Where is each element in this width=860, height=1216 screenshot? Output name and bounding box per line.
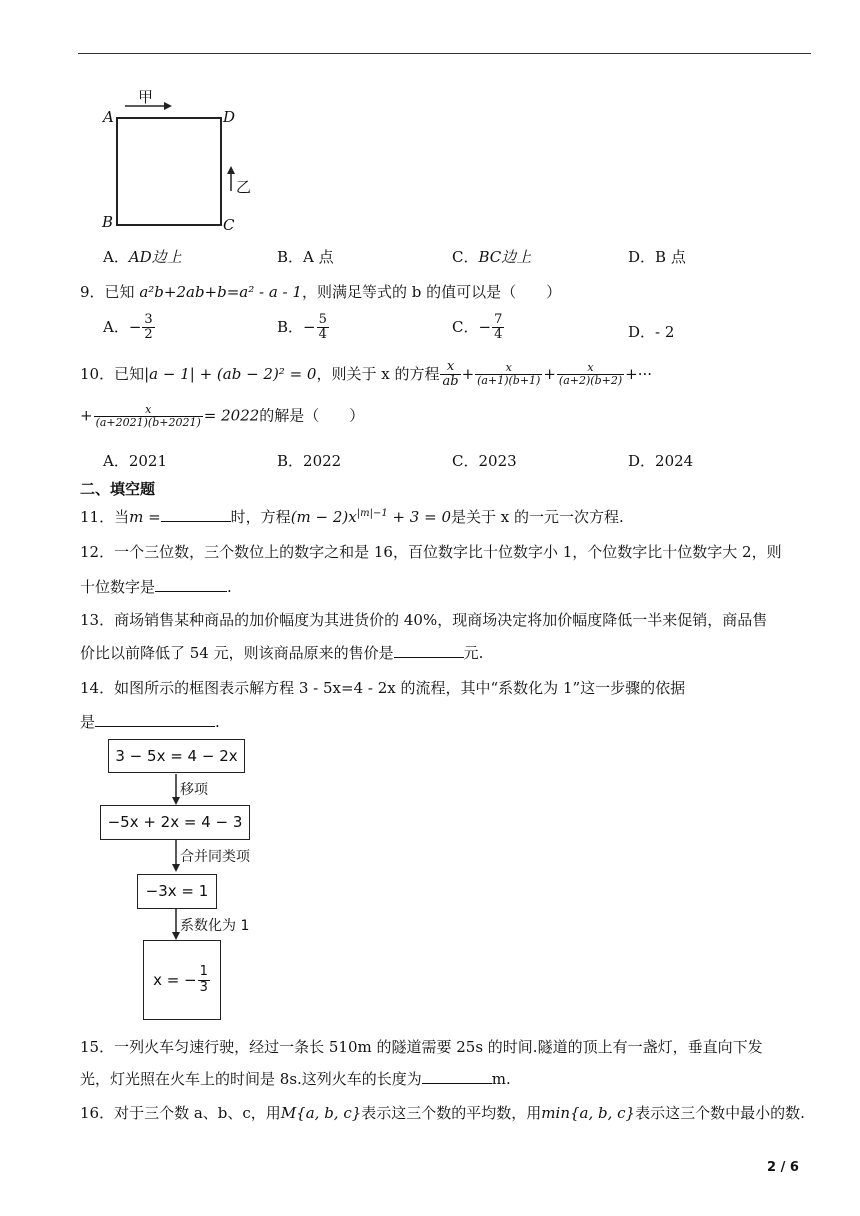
q15-line1: 15．一列火车匀速行驶，经过一条长 510m 的隧道需要 25s 的时间.隧道的顶上有一盏灯，垂直向下发	[80, 1038, 763, 1056]
flowchart-box-solution: x = − $\frac{1}{3}$	[143, 940, 221, 1020]
q9-stem: 9．已知 a²b+2ab+b=a² - a - 1，则满足等式的 b 的值可以是（ ）	[80, 283, 562, 301]
q8-option-c: C．BC边上	[452, 248, 532, 266]
flowchart-step-coefficient: 系数化为 1	[180, 918, 250, 934]
square-path-figure	[98, 84, 258, 236]
q14-answer-blank[interactable]	[95, 712, 215, 727]
vertex-c-label: C	[223, 216, 235, 234]
yi-label: 乙	[236, 178, 252, 196]
q8-option-b: B．A 点	[277, 248, 334, 266]
q15-line2: 光，灯光照在火车上的时间是 8s.这列火车的长度为 m.	[80, 1070, 511, 1088]
page-number: 2 / 6	[767, 1160, 799, 1175]
vertex-a-label: A	[103, 108, 114, 126]
q13-line2: 价比以前降低了 54 元，则该商品原来的售价是 元.	[80, 644, 484, 662]
flowchart-step-combine: 合并同类项	[180, 849, 250, 865]
q12-line2: 十位数字是 .	[80, 578, 232, 596]
q10-option-a: A．2021	[103, 452, 168, 470]
header-rule	[78, 53, 811, 54]
q8-option-a: A．AD边上	[103, 248, 182, 266]
flowchart-box-moved: −5x + 2x = 4 − 3	[100, 805, 250, 840]
q10-stem-line2: + $\frac{x}{(a+2021)(b+2021)}$ = 2022的解是（ ）	[80, 403, 365, 430]
q8-option-d: D．B 点	[628, 248, 686, 266]
vertex-b-label: B	[102, 213, 114, 231]
q15-answer-blank[interactable]	[422, 1069, 492, 1084]
q14-line2: 是 .	[80, 713, 220, 731]
jia-arrowhead	[164, 102, 172, 110]
q12-answer-blank[interactable]	[155, 577, 227, 592]
jia-label: 甲	[138, 88, 154, 106]
q9-option-b: B．− $\frac{5}{4}$	[277, 312, 327, 343]
q9-option-c: C．− $\frac{7}{4}$	[452, 312, 503, 343]
section-title-fill-in: 二、填空题	[80, 480, 156, 498]
yi-arrowhead	[227, 166, 235, 174]
q10-stem-line1: 10．已知|a − 1| + (ab − 2)² = 0，则关于 x 的方程 $\frac{x}{ab}$ + $\frac{x}{(a+1)(b+1)}$ + $\frac{x}{(a+2)(b+2)}$ +···	[80, 359, 652, 390]
flowchart-box-equation: 3 − 5x = 4 − 2x	[108, 739, 245, 773]
q11-answer-blank[interactable]	[161, 507, 231, 522]
q12-line1: 12．一个三位数，三个数位上的数字之和是 16，百位数字比十位数字小 1，个位数字比十位数字大 2，则	[80, 543, 782, 561]
q16-stem: 16．对于三个数 a、b、c，用M{a, b, c}表示这三个数的平均数，用min{a, b, c}表示这三个数中最小的数.	[80, 1104, 805, 1122]
q9-option-d: D．- 2	[628, 323, 675, 341]
q10-option-d: D．2024	[628, 452, 694, 470]
q13-line1: 13．商场销售某种商品的加价幅度为其进货价的 40%，现商场决定将加价幅度降低一半来促销，商品售	[80, 611, 768, 629]
square-abcd	[117, 118, 221, 225]
q14-line1: 14．如图所示的框图表示解方程 3 - 5x=4 - 2x 的流程，其中“系数化为 1”这一步骤的依据	[80, 679, 686, 697]
flowchart-box-combined: −3x = 1	[137, 874, 217, 909]
q11-stem: 11．当m = 时，方程$(m - 2)x^{|m|-1} + 3 = 0$是关于 x 的一元一次方程.	[80, 508, 624, 526]
q10-option-c: C．2023	[452, 452, 517, 470]
q9-option-a: A．− $\frac{3}{2}$	[103, 312, 153, 343]
q10-option-b: B．2022	[277, 452, 342, 470]
q13-answer-blank[interactable]	[394, 643, 464, 658]
vertex-d-label: D	[223, 108, 236, 126]
flowchart-step-move-terms: 移项	[180, 782, 208, 798]
